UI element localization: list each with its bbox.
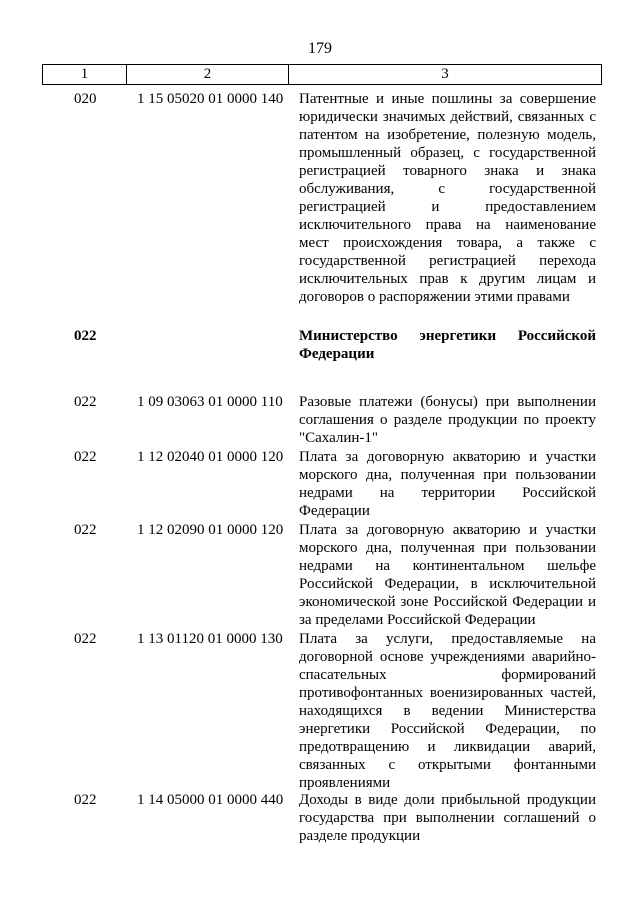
- header-col-3: 3: [441, 66, 449, 82]
- kbk-code: 1 09 03063 01 0000 110: [137, 394, 283, 410]
- admin-code: 022: [74, 328, 97, 344]
- revenue-description: Плата за договорную акваторию и участки морского дна, полученная при пользовании недрами на территории Российской Федерации: [299, 449, 596, 519]
- admin-code: 022: [74, 394, 97, 410]
- ministry-heading: Министерство энергетики Российской Федерации: [299, 328, 596, 362]
- page-number: 179: [308, 40, 332, 57]
- kbk-code: 1 15 05020 01 0000 140: [137, 91, 284, 107]
- admin-code: 022: [74, 449, 97, 465]
- header-col-2: 2: [127, 65, 289, 84]
- kbk-code: 1 12 02040 01 0000 120: [137, 449, 284, 465]
- kbk-code: 1 13 01120 01 0000 130: [137, 631, 283, 647]
- revenue-description: Разовые платежи (бонусы) при выполнении соглашения о разделе продукции по проекту "Сахалин-1": [299, 394, 596, 446]
- revenue-description: Плата за услуги, предоставляемые на договорной основе учреждениями аварийно-спасательных формирований противофонтанных военизированных частей, находящихся в ведении Министерства энергетики Российской Федерации, по предотвращению и ликвидации аварий, связанных с открытыми фонтанными проявлениями: [299, 631, 596, 791]
- revenue-description: Плата за договорную акваторию и участки морского дна, полученная при пользовании недрами на континентальном шельфе Российской Федерации, в исключительной экономической зоне Российской Федерации и за пределами Российской Федерации: [299, 522, 596, 628]
- admin-code: 022: [74, 522, 97, 538]
- admin-code: 022: [74, 631, 97, 647]
- admin-code: 020: [74, 91, 97, 107]
- kbk-code: 1 14 05000 01 0000 440: [137, 792, 284, 808]
- header-col-1: 1: [43, 65, 127, 84]
- revenue-description: Патентные и иные пошлины за совершение юридически значимых действий, связанных с патентом на изобретение, полезную модель, промышленный образец, с государственной регистрацией товарного знака и знака обслуживания, с государственной регистрацией и предоставлением исключительного права на наименование мест происхождения товара, а также с государственной регистрацией перехода исключительных прав к другим лицам и договоров о распоряжении этими правами: [299, 91, 596, 305]
- admin-code: 022: [74, 792, 97, 808]
- revenue-description: Доходы в виде доли прибыльной продукции государства при выполнении соглашений о разделе продукции: [299, 792, 596, 844]
- table-header: [42, 64, 602, 85]
- kbk-code: 1 12 02090 01 0000 120: [137, 522, 284, 538]
